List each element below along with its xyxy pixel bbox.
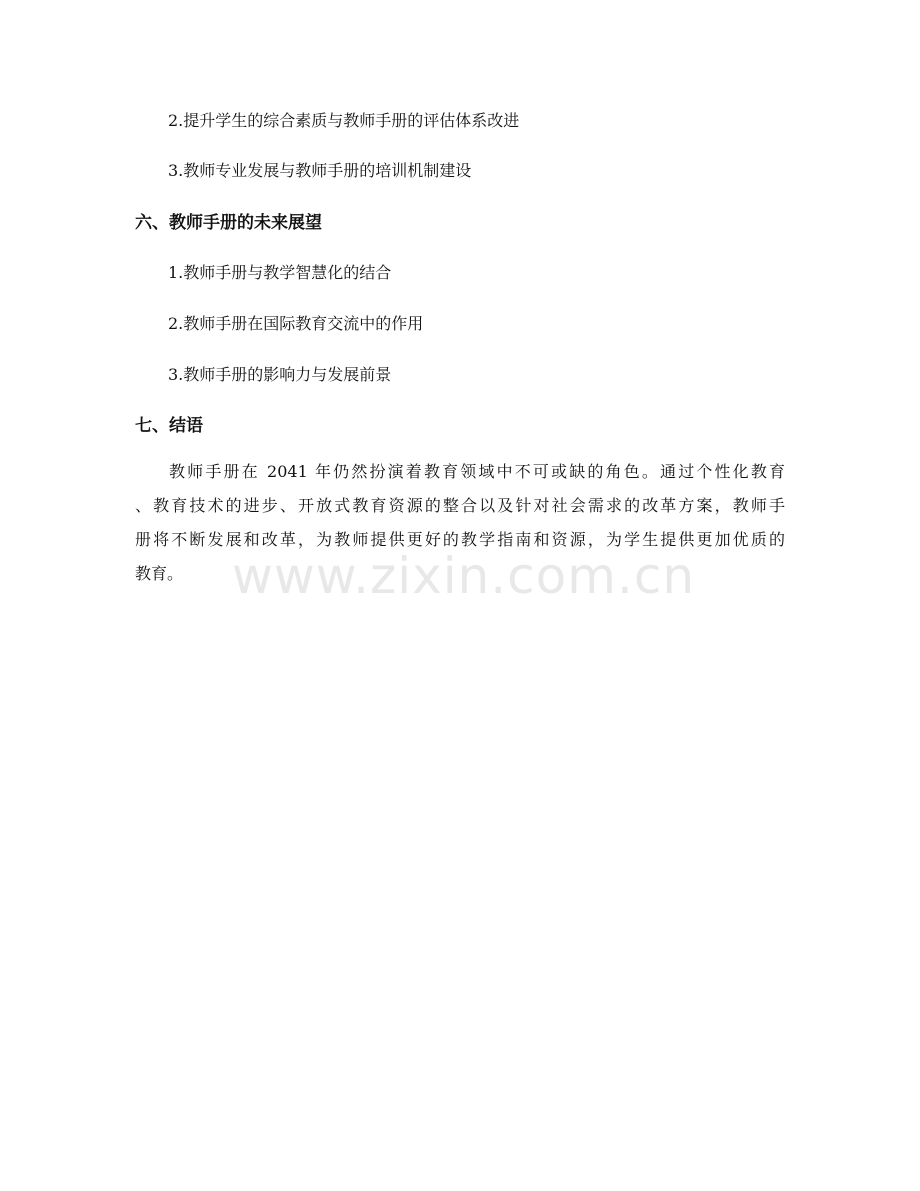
list-item: 3.教师专业发展与教师手册的培训机制建设: [168, 161, 472, 180]
section-heading: 七、结语: [135, 416, 203, 436]
list-item: 2.提升学生的综合素质与教师手册的评估体系改进: [168, 111, 520, 130]
paragraph-line: 、教育技术的进步、开放式教育资源的整合以及针对社会需求的改革方案，教师手: [135, 496, 785, 515]
watermark-text: www.zixin.com.cn: [232, 547, 696, 605]
paragraph-line: 教师手册在 2041 年仍然扮演着教育领域中不可或缺的角色。通过个性化教育: [169, 462, 785, 481]
list-item: 1.教师手册与教学智慧化的结合: [168, 263, 392, 282]
paragraph-line: 教育。: [135, 564, 184, 583]
list-item: 3.教师手册的影响力与发展前景: [168, 365, 392, 384]
paragraph-line: 册将不断发展和改革，为教师提供更好的教学指南和资源，为学生提供更加优质的: [135, 530, 785, 549]
section-heading: 六、教师手册的未来展望: [135, 213, 322, 233]
list-item: 2.教师手册在国际教育交流中的作用: [168, 314, 424, 333]
